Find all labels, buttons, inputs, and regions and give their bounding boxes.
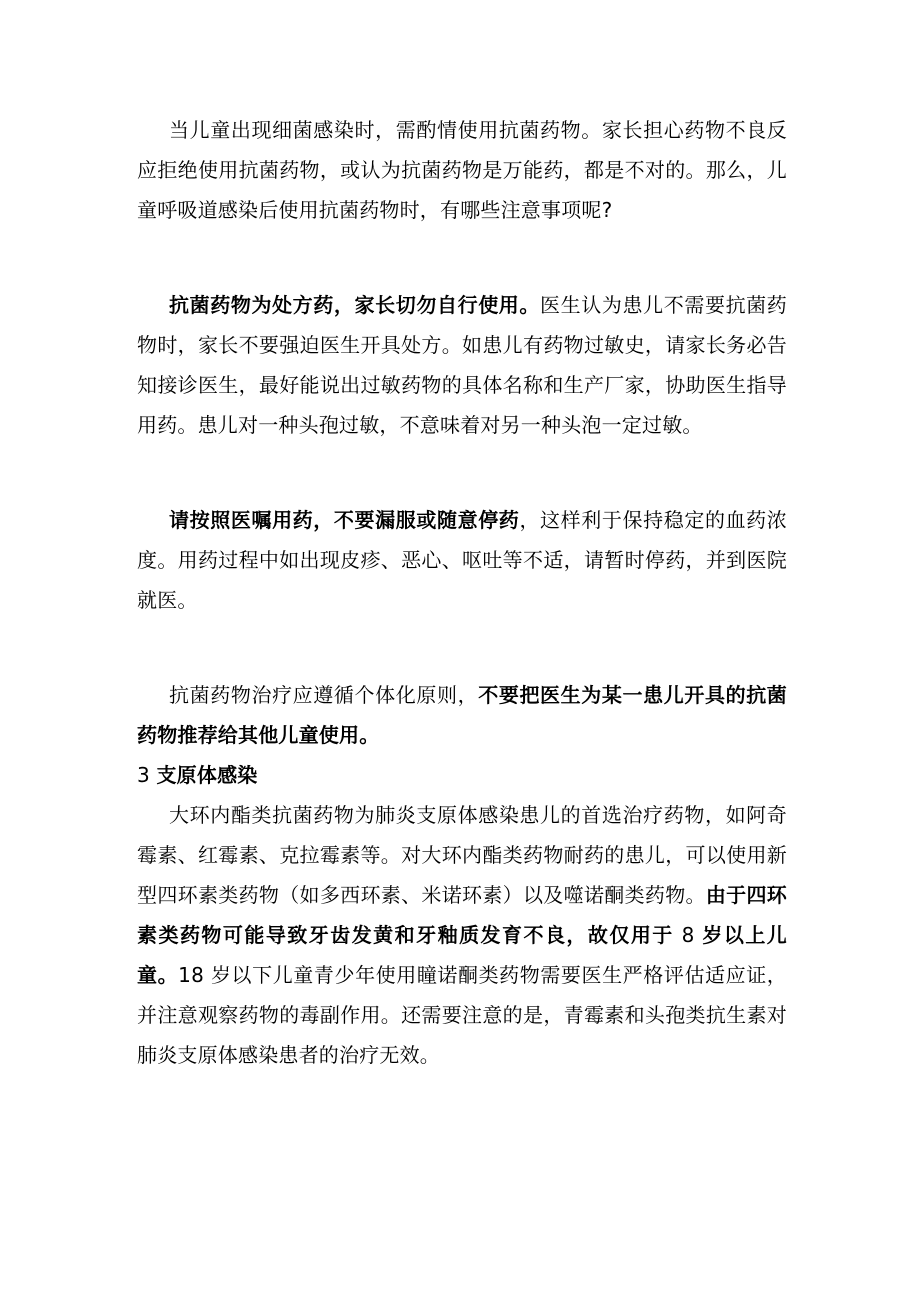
paragraph-individualized [137, 675, 787, 755]
section-number: 3 [137, 763, 157, 787]
paragraph-intro [137, 110, 787, 230]
mycoplasma-age-number: 8 [673, 923, 703, 947]
section-heading [137, 755, 787, 795]
document-body [137, 110, 787, 1075]
mycoplasma-emphasis-2: 岁以上儿童。 [137, 923, 788, 987]
paragraph-gap [137, 445, 787, 500]
mycoplasma-text-2: 18 岁以下儿童青少年使用瞳诺酮类药物需要医生严格评估适应证，并注意观察药物的毒副作用。还需要注意的是，青霉素和头孢类抗生素对肺炎支原体感染患者的治疗无效。 [137, 963, 787, 1067]
prescription-emphasis: 抗菌药物为处方药，家长切勿自行使用。 [169, 293, 541, 317]
section-title: 支原体感染 [156, 763, 258, 787]
paragraph-prescription [137, 285, 787, 445]
follow-orders-emphasis: 请按照医嘱用药，不要漏服或随意停药 [169, 508, 520, 532]
individualized-emphasis: 不要把医生为某一患儿开具的抗菌药物推荐给其他儿童使用。 [137, 683, 788, 747]
prescription-text: 医生认为患儿不需要抗菌药物时，家长不要强迫医生开具处方。如患儿有药物过敏史，请家长务必告知接诊医生，最好能说出过敏药物的具体名称和生产厂家，协助医生指导用药。患儿对一种头孢过敏，不意味着对另一种头泡一定过敏。 [137, 293, 787, 437]
intro-text: 当儿童出现细菌感染时，需酌情使用抗菌药物。家长担心药物不良反应拒绝使用抗菌药物，或认为抗菌药物是万能药，都是不对的。那么，儿童呼吸道感染后使用抗菌药物时，有哪些注意事项呢? [137, 118, 787, 222]
paragraph-mycoplasma [137, 795, 787, 1075]
follow-orders-text: ，这样利于保持稳定的血药浓度。用药过程中如出现皮疹、恶心、呕吐等不适，请暂时停药，并到医院就医。 [137, 508, 787, 612]
paragraph-gap [137, 620, 787, 675]
mycoplasma-text-1: 大环内酯类抗菌药物为肺炎支原体感染患儿的首选治疗药物，如阿奇霉素、红霉素、克拉霉素等。对大环内酯类药物耐药的患儿，可以使用新型四环素类药物（如多西环素、米诺环素）以及噬诺酮类药物。 [137, 803, 787, 907]
individualized-text: 抗菌药物治疗应遵循个体化原则， [169, 683, 479, 707]
paragraph-gap [137, 230, 787, 285]
paragraph-follow-orders [137, 500, 787, 620]
mycoplasma-emphasis-1: 由于四环素类药物可能导致牙齿发黄和牙釉质发育不良，故仅用于 [137, 883, 787, 947]
